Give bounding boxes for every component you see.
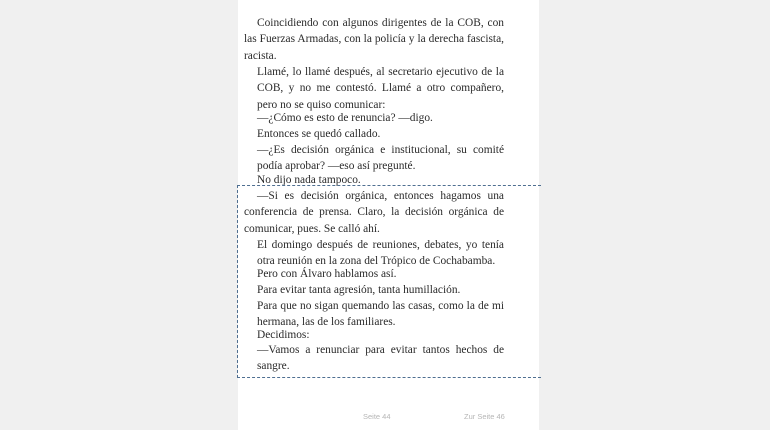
- paragraph-3: —¿Cómo es esto de renuncia? —digo.: [257, 112, 433, 124]
- paragraph-6: No dijo nada tampoco.: [257, 174, 361, 186]
- paragraph-11: Para que no sigan quemando las casas, como la de mi hermana, las de los familiares.: [257, 300, 504, 329]
- next-page-link[interactable]: Zur Seite 46: [464, 412, 505, 421]
- paragraph-13: —Vamos a renunciar para evitar tantos hechos de sangre.: [257, 344, 504, 373]
- paragraph-1: Coincidiendo con algunos dirigentes de la COB, con las Fuerzas Armadas, con la policía y la derecha fascista, racista.: [244, 17, 504, 62]
- paragraph-5: —¿Es decisión orgánica e institucional, su comité podía aprobar? —eso así pregunté.: [257, 144, 504, 173]
- paragraph-8: El domingo después de reuniones, debates, yo tenía otra reunión en la zona del Trópico de Cochabamba.: [257, 239, 504, 268]
- paragraph-4: Entonces se quedó callado.: [257, 128, 381, 140]
- paragraph-2: Llamé, lo llamé después, al secretario ejecutivo de la COB, y no me contestó. Llamé a otro compañero, pero no se quiso comunicar:: [257, 66, 504, 111]
- paragraph-10: Para evitar tanta agresión, tanta humillación.: [257, 284, 461, 296]
- paragraph-9: Pero con Álvaro hablamos así.: [257, 268, 397, 280]
- paragraph-12: Decidimos:: [257, 329, 310, 341]
- page-number-label: Seite 44: [363, 412, 391, 421]
- paragraph-7: —Si es decisión orgánica, entonces hagamos una conferencia de prensa. Claro, la decisión orgánica de comunicar, pues. Se calló ahí.: [244, 190, 504, 235]
